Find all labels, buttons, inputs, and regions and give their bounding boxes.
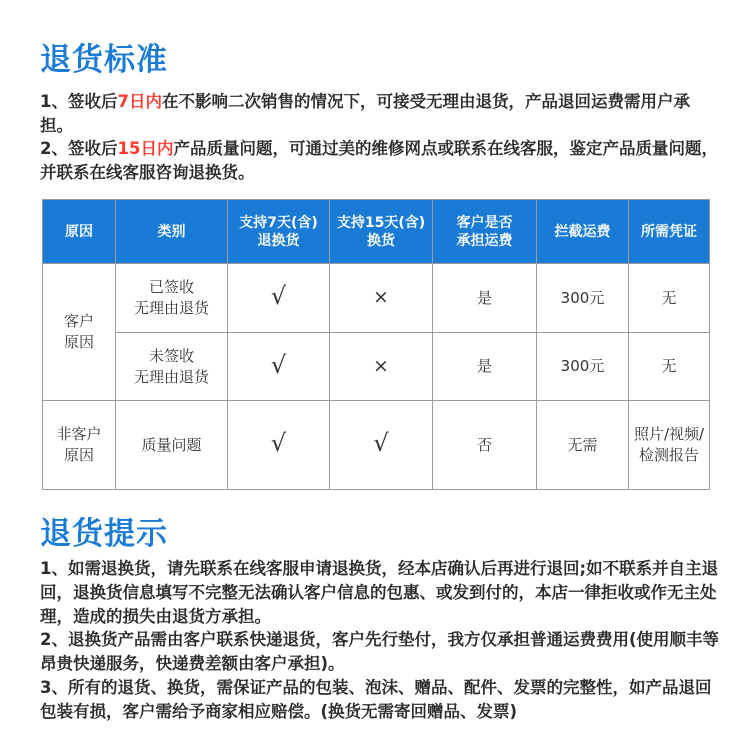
tips-item-1-text: ，经本店确认后再进行退回;如不联系并自主退回，退换货信息填写不完整无法确认客户信息的包惠、或发到付的，本店一律拒收或作无主处理，造成的损失由退货方承担。 [40, 559, 719, 626]
standard-item-1-highlight: 7日内 [117, 92, 162, 111]
fee-cell: 无需 [537, 401, 629, 490]
cross-mark-icon: × [330, 264, 433, 333]
check-mark-icon: √ [330, 401, 433, 490]
check-mark-icon: √ [228, 333, 330, 401]
header-interception-fee: 拦截运费 [537, 200, 629, 264]
standard-item-2 [40, 137, 720, 185]
table-row [43, 401, 710, 490]
return-standard-title: 退货标准 [40, 42, 168, 78]
check-mark-icon: √ [228, 401, 330, 490]
proof-cell: 照片/视频/ 检测报告 [629, 401, 710, 490]
table-row [43, 264, 710, 333]
header-15-day-exchange: 支持15天(含) 换货 [330, 200, 433, 264]
table-row [43, 333, 710, 401]
tips-item-2: 2、退换货产品需由客户联系快递退货，客户先行垫付，我方仅承担普通运费费用(使用顺丰等昂贵快递服务，快递费差额由客户承担)。 [40, 630, 720, 673]
standard-item-1-text: 在不影响二次销售的情况下，可接受无理由退货，产品退回运费需用户承担。 [40, 92, 690, 135]
standard-item-2-text: 产品质量问题，可通过美的维修网点或联系在线客服，鉴定产品质量问题，并联系在线客服咨询退换货。 [40, 139, 718, 182]
standard-item-1 [40, 90, 720, 138]
category-cell: 已签收 无理由退货 [116, 264, 228, 333]
fee-cell: 300元 [537, 333, 629, 401]
reason-noncustomer-cell: 非客户 原因 [43, 401, 116, 490]
category-cell: 未签收 无理由退货 [116, 333, 228, 401]
cross-mark-icon: × [330, 333, 433, 401]
proof-cell: 无 [629, 264, 710, 333]
header-required-proof: 所需凭证 [629, 200, 710, 264]
reason-customer-cell: 客户 原因 [43, 264, 116, 401]
category-cell: 质量问题 [116, 401, 228, 490]
check-mark-icon: √ [228, 264, 330, 333]
customer-pays-cell: 是 [433, 333, 537, 401]
proof-cell: 无 [629, 333, 710, 401]
customer-pays-cell: 否 [433, 401, 537, 490]
tips-item-1-emphasis: 联系在线客服申请退换货 [199, 559, 382, 578]
header-category: 类别 [116, 200, 228, 264]
header-reason: 原因 [43, 200, 116, 264]
header-7-day-return: 支持7天(含) 退换货 [228, 200, 330, 264]
tips-item-3: 3、所有的退货、换货，需保证产品的包装、泡沫、赠品、配件、发票的完整性，如产品退回包装有损，客户需给予商家相应赔偿。(换货无需寄回赠品、发票) [40, 678, 712, 721]
tips-item-1-prefix: 1、如需退换货，请先 [40, 559, 200, 578]
return-policy-table [42, 199, 710, 490]
fee-cell: 300元 [537, 264, 629, 333]
customer-pays-cell: 是 [433, 264, 537, 333]
standard-item-2-prefix: 2、签收后 [40, 139, 118, 158]
table-header-row [43, 200, 710, 264]
header-customer-pays-shipping: 客户是否 承担运费 [433, 200, 537, 264]
standard-item-2-highlight: 15日内 [117, 139, 174, 158]
standard-item-1-prefix: 1、签收后 [40, 92, 118, 111]
tips-item-1 [40, 557, 720, 629]
return-tips-title: 退货提示 [40, 516, 168, 552]
